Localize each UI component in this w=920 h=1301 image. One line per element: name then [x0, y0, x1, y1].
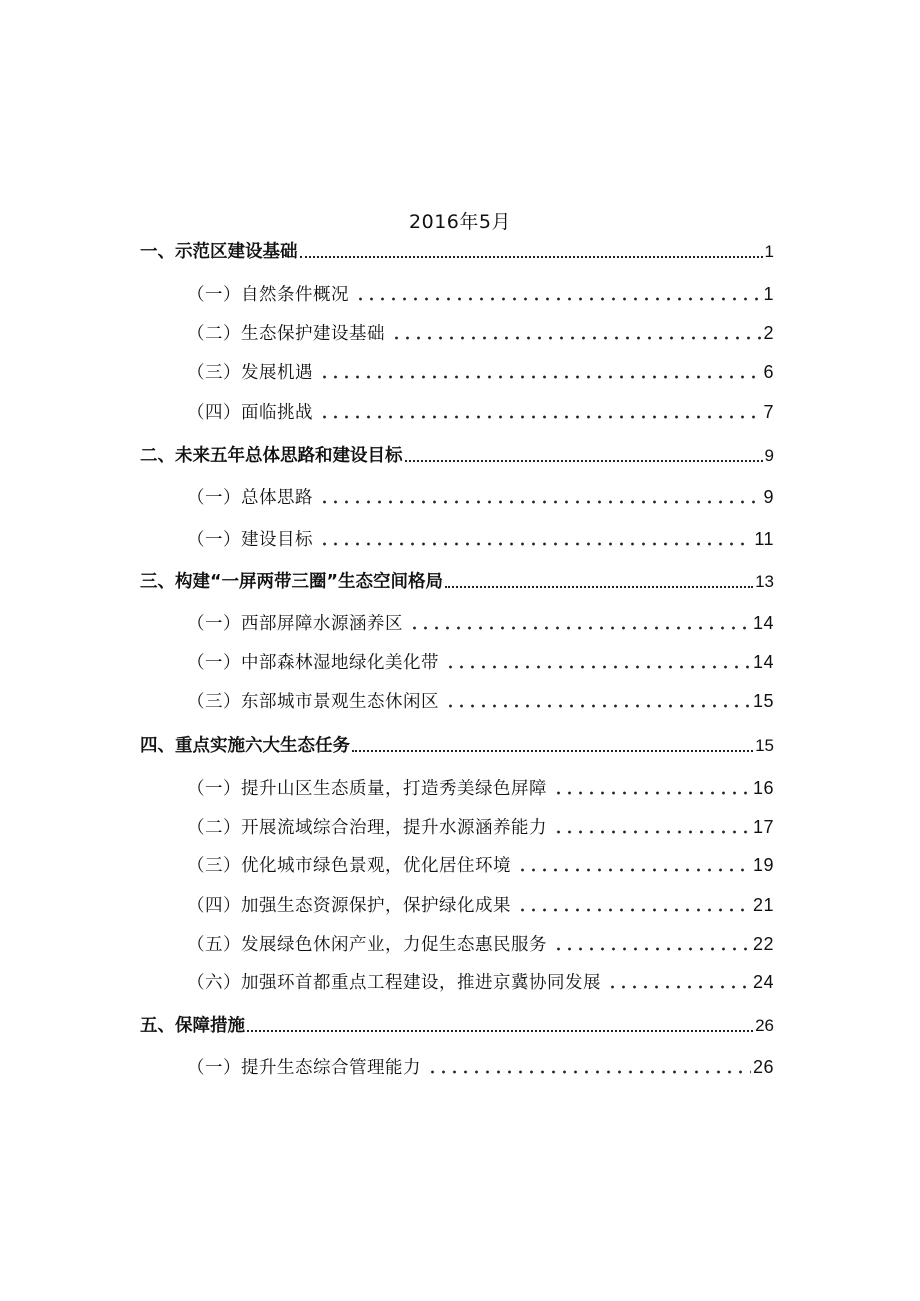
toc-entry-title: 二、未来五年总体思路和建设目标	[140, 446, 403, 466]
toc-entry-title: （五）发展绿色休闲产业，力促生态惠民服务	[187, 935, 547, 955]
toc-dot-leader	[423, 1062, 751, 1074]
toc-section-entry[interactable]	[140, 1012, 774, 1040]
toc-dot-leader	[549, 822, 751, 834]
toc-dot-leader	[387, 328, 761, 340]
toc-subsection-entry[interactable]	[187, 358, 774, 386]
toc-section-entry[interactable]	[140, 568, 774, 596]
toc-page-number: 22	[752, 934, 774, 954]
toc-entry-title: （一）总体思路	[187, 488, 313, 508]
toc-entry-title: （一）提升生态综合管理能力	[187, 1058, 421, 1078]
toc-dot-leader	[405, 460, 763, 462]
toc-entry-title: 一、示范区建设基础	[140, 242, 298, 262]
toc-entry-title: （二）生态保护建设基础	[187, 324, 385, 344]
toc-entry-title: （一）中部森林湿地绿化美化带	[187, 653, 439, 673]
toc-entry-title: （四）加强生态资源保护，保护绿化成果	[187, 896, 511, 916]
toc-subsection-entry[interactable]	[187, 483, 774, 511]
toc-subsection-entry[interactable]	[187, 968, 774, 996]
toc-subsection-entry[interactable]	[187, 1053, 774, 1081]
toc-page-number: 7	[763, 402, 774, 422]
toc-subsection-entry[interactable]	[187, 930, 774, 958]
toc-dot-leader	[315, 492, 761, 504]
toc-subsection-entry[interactable]	[187, 280, 774, 308]
toc-section-entry[interactable]	[140, 442, 774, 470]
toc-dot-leader	[445, 586, 753, 588]
toc-page-number: 24	[752, 972, 774, 992]
toc-dot-leader	[549, 939, 751, 951]
toc-entry-title: 三、构建“一屏两带三圈”生态空间格局	[140, 572, 444, 592]
toc-page-number: 21	[752, 895, 774, 915]
toc-entry-title: （一）自然条件概况	[187, 285, 349, 305]
toc-page-number: 15	[752, 691, 774, 711]
toc-subsection-entry[interactable]	[187, 319, 774, 347]
toc-dot-leader	[247, 1030, 753, 1032]
toc-page-number: 2	[763, 323, 774, 343]
toc-entry-title: （一）建设目标	[187, 530, 313, 550]
toc-section-entry[interactable]	[140, 732, 774, 760]
toc-entry-title: 五、保障措施	[140, 1016, 245, 1036]
toc-page-number: 9	[764, 446, 774, 465]
toc-page-number: 11	[754, 529, 774, 549]
toc-page-number: 9	[763, 487, 774, 507]
toc-page-number: 6	[763, 362, 774, 382]
toc-page-number: 1	[764, 242, 774, 261]
toc-dot-leader	[315, 534, 752, 546]
toc-dot-leader	[352, 750, 753, 752]
toc-page-number: 19	[752, 855, 774, 875]
toc-page-number: 1	[763, 284, 774, 304]
toc-dot-leader	[300, 256, 763, 258]
toc-dot-leader	[513, 900, 751, 912]
toc-page-number: 14	[752, 652, 774, 672]
toc-subsection-entry[interactable]	[187, 398, 774, 426]
toc-subsection-entry[interactable]	[187, 891, 774, 919]
toc-entry-title: （三）东部城市景观生态休闲区	[187, 692, 439, 712]
toc-dot-leader	[441, 696, 751, 708]
toc-entry-title: （一）提升山区生态质量，打造秀美绿色屏障	[187, 779, 547, 799]
toc-entry-title: （六）加强环首都重点工程建设，推进京冀协同发展	[187, 973, 601, 993]
toc-dot-leader	[441, 657, 751, 669]
toc-page-number: 16	[752, 778, 774, 798]
toc-subsection-entry[interactable]	[187, 687, 774, 715]
toc-dot-leader	[603, 977, 751, 989]
toc-subsection-entry[interactable]	[187, 609, 774, 637]
toc-dot-leader	[351, 289, 761, 301]
toc-page-number: 17	[752, 817, 774, 837]
document-date: 2016年5月	[409, 211, 511, 233]
toc-dot-leader	[513, 860, 751, 872]
toc-dot-leader	[315, 407, 761, 419]
toc-entry-title: （四）面临挑战	[187, 403, 313, 423]
toc-dot-leader	[405, 618, 751, 630]
toc-entry-title: （三）发展机遇	[187, 363, 313, 383]
toc-entry-title: 四、重点实施六大生态任务	[140, 736, 350, 756]
toc-entry-title: （二）开展流域综合治理，提升水源涵养能力	[187, 818, 547, 838]
toc-page-number: 15	[755, 736, 774, 755]
toc-subsection-entry[interactable]	[187, 813, 774, 841]
toc-subsection-entry[interactable]	[187, 525, 774, 553]
toc-subsection-entry[interactable]	[187, 851, 774, 879]
toc-subsection-entry[interactable]	[187, 774, 774, 802]
toc-entry-title: （一）西部屏障水源涵养区	[187, 614, 403, 634]
toc-page-number: 26	[755, 1016, 774, 1035]
toc-section-entry[interactable]	[140, 238, 774, 266]
toc-dot-leader	[315, 367, 761, 379]
toc-dot-leader	[549, 783, 751, 795]
toc-page-number: 13	[755, 572, 774, 591]
toc-page-number: 26	[752, 1057, 774, 1077]
toc-subsection-entry[interactable]	[187, 648, 774, 676]
toc-entry-title: （三）优化城市绿色景观，优化居住环境	[187, 856, 511, 876]
toc-page-number: 14	[752, 613, 774, 633]
